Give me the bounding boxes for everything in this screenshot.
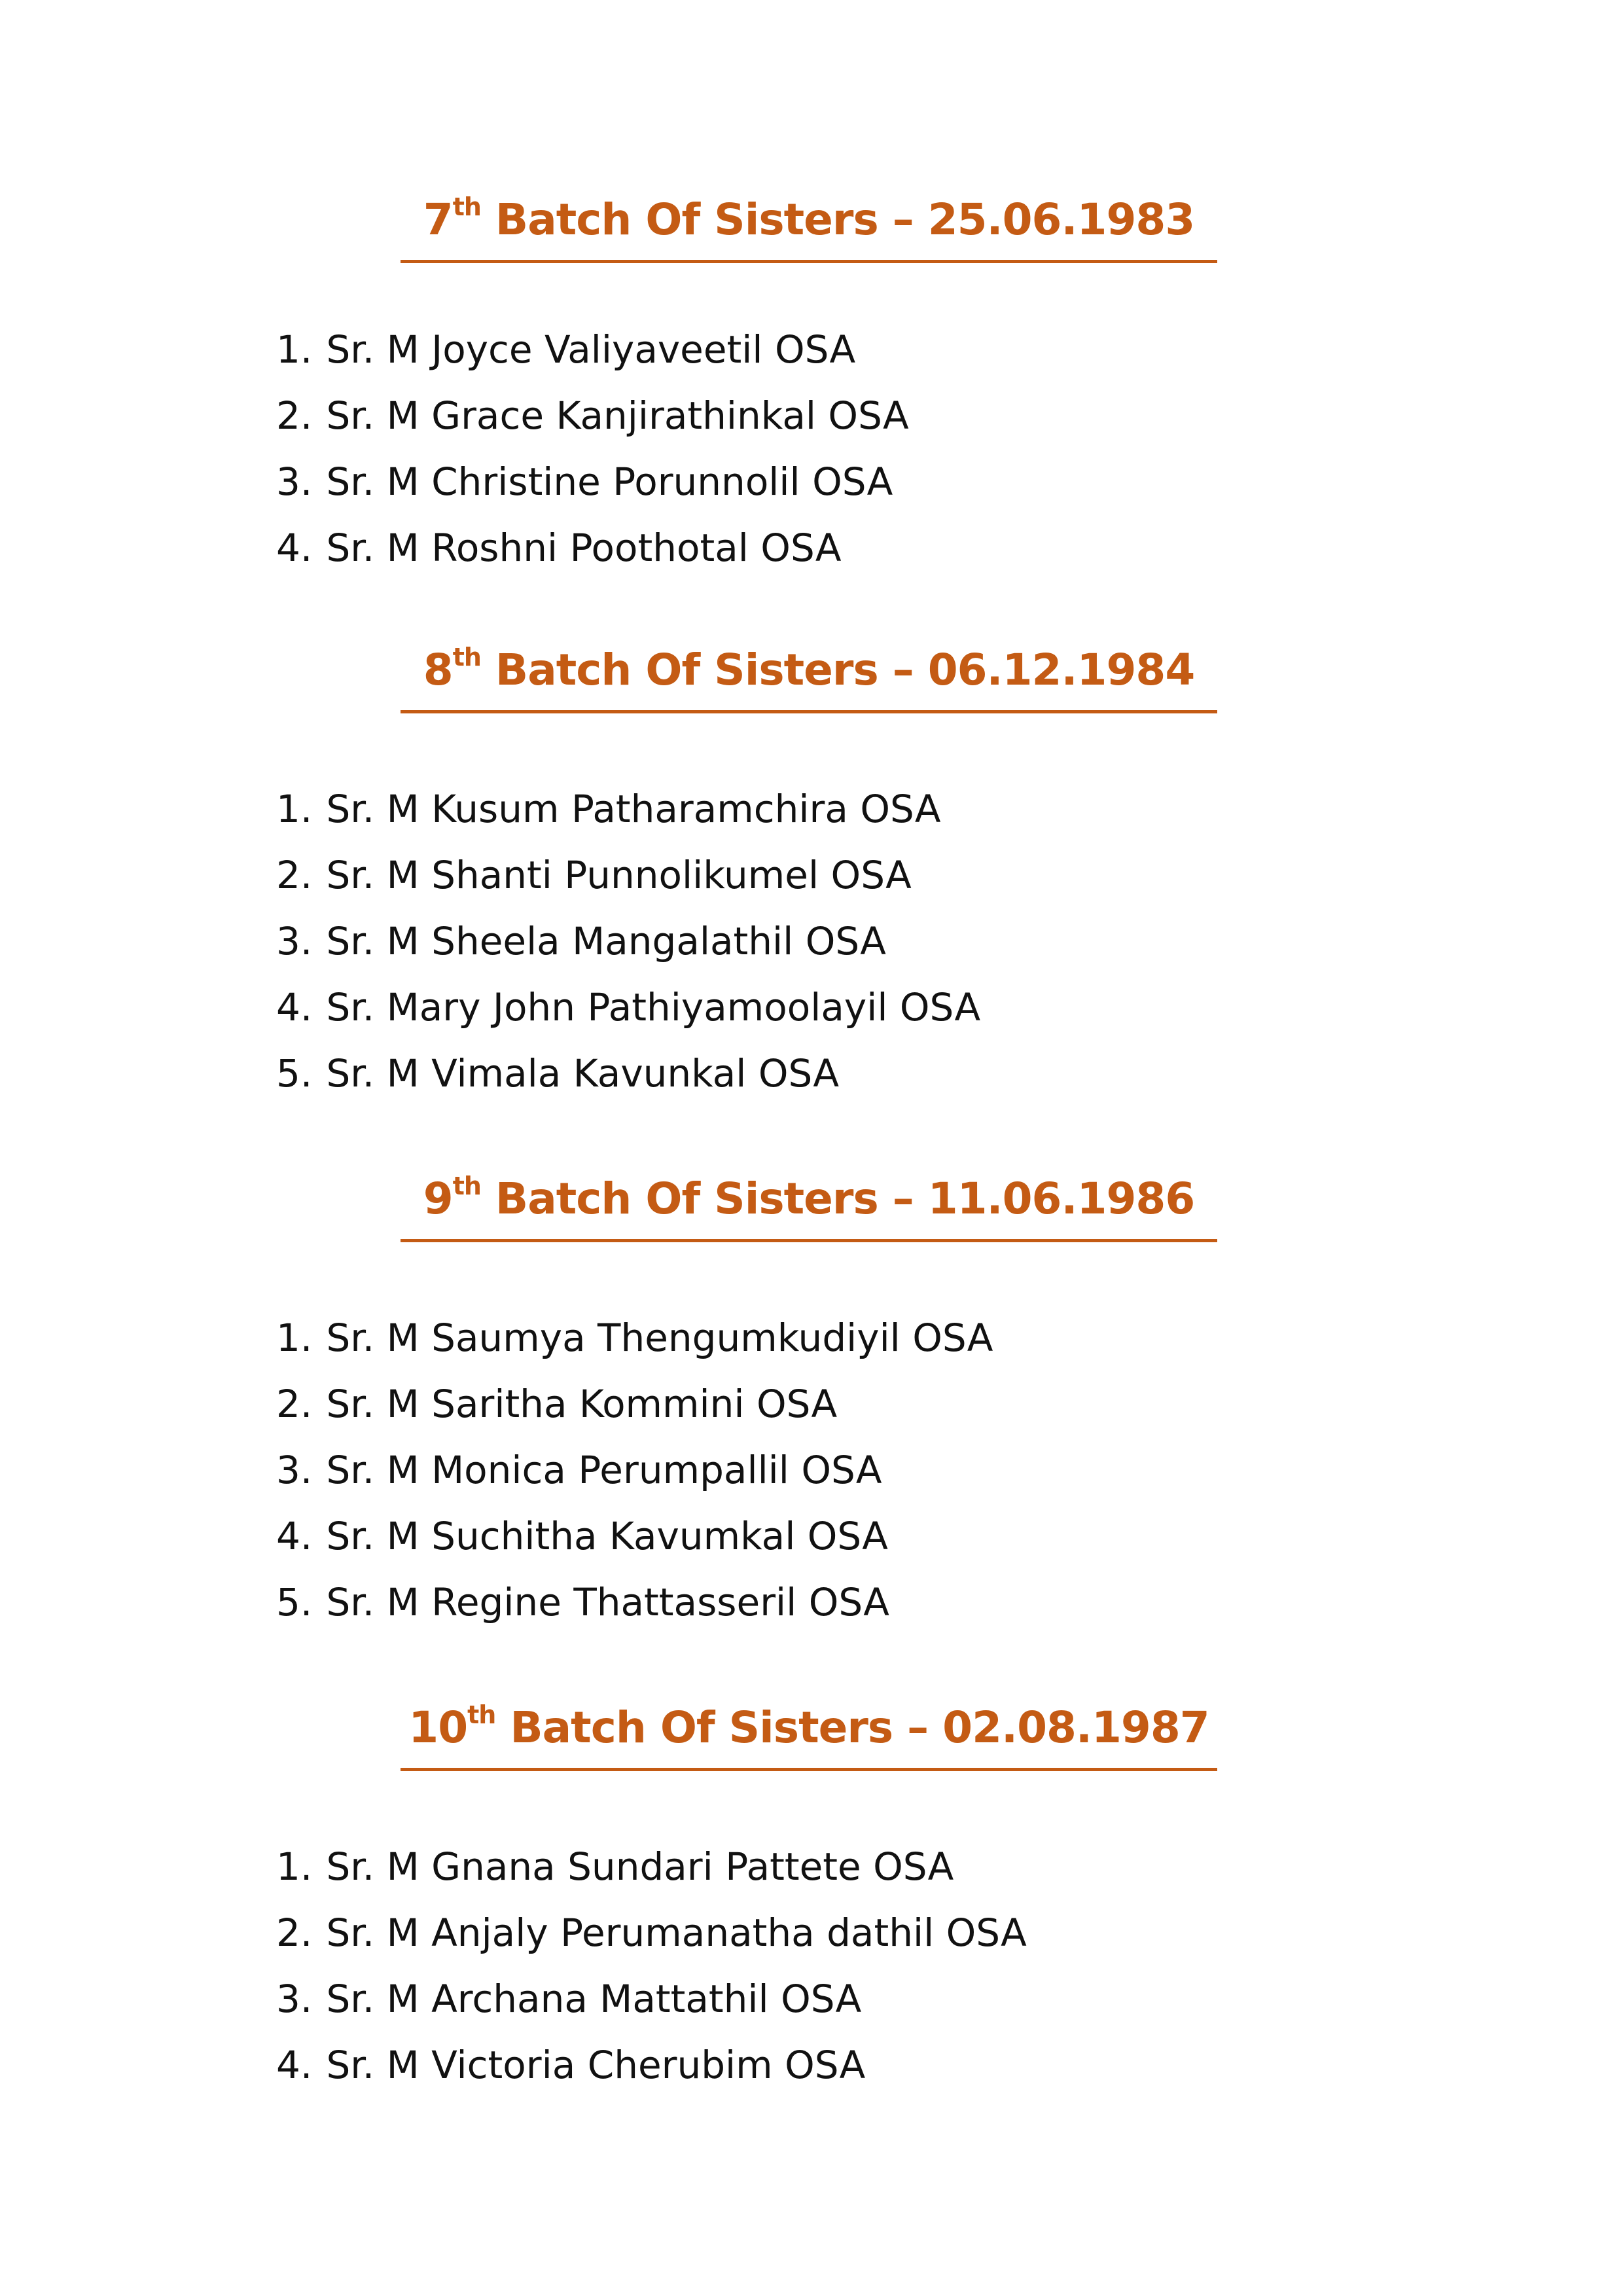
list-item-number: 4. (276, 1514, 313, 1558)
batch-heading (401, 640, 1217, 713)
list-item-number: 1. (276, 1316, 313, 1360)
member-name: Sr. M Saritha Kommini OSA (326, 1382, 838, 1426)
list-item (276, 975, 980, 1041)
list-item (276, 1041, 980, 1107)
member-list (276, 317, 909, 581)
member-name: Sr. M Sheela Mangalathil OSA (326, 919, 886, 963)
batch-title: Batch Of Sisters – 02.08.1987 (510, 1702, 1209, 1753)
list-item-number: 1. (276, 1844, 313, 1889)
list-item-number: 2. (276, 1910, 313, 1955)
member-name: Sr. M Vimala Kavunkal OSA (326, 1051, 840, 1096)
list-item (276, 776, 980, 842)
batch-title: Batch Of Sisters – 11.06.1986 (495, 1174, 1195, 1224)
member-name: Sr. M Gnana Sundari Pattete OSA (326, 1844, 954, 1889)
list-item (276, 317, 909, 383)
member-name: Sr. M Suchitha Kavumkal OSA (326, 1514, 888, 1558)
member-name: Sr. M Roshni Poothotal OSA (326, 526, 842, 570)
member-name: Sr. M Monica Perumpallil OSA (326, 1448, 882, 1492)
list-item-number: 4. (276, 2043, 313, 2087)
member-name: Sr. M Shanti Punnolikumel OSA (326, 853, 912, 897)
list-item-number: 5. (276, 1580, 313, 1624)
ordinal-suffix: th (467, 1700, 496, 1729)
list-item (276, 2032, 1027, 2098)
member-name: Sr. M Grace Kanjirathinkal OSA (326, 393, 909, 438)
ordinal-suffix: th (452, 1172, 481, 1200)
list-item-number: 2. (276, 1382, 313, 1426)
member-list (276, 1834, 1027, 2098)
list-item-number: 4. (276, 526, 313, 570)
member-name: Sr. M Regine Thattasseril OSA (326, 1580, 889, 1624)
member-name: Sr. Mary John Pathiyamoolayil OSA (326, 985, 981, 1030)
list-item (276, 1900, 1027, 1966)
list-item (276, 515, 909, 581)
batch-title: Batch Of Sisters – 25.06.1983 (495, 194, 1195, 245)
list-item (276, 1371, 993, 1437)
list-item (276, 842, 980, 908)
list-item-number: 5. (276, 1051, 313, 1096)
batch-heading (401, 190, 1217, 263)
list-item (276, 1437, 993, 1503)
member-list (276, 1305, 993, 1636)
list-item (276, 908, 980, 975)
list-item-number: 1. (276, 327, 313, 372)
list-item-number: 4. (276, 985, 313, 1030)
batch-number: 10 (408, 1702, 468, 1753)
ordinal-suffix: th (452, 192, 481, 221)
ordinal-suffix: th (452, 643, 481, 672)
member-name: Sr. M Victoria Cherubim OSA (326, 2043, 866, 2087)
batch-number: 7 (423, 194, 453, 245)
list-item (276, 1966, 1027, 2032)
member-list (276, 776, 980, 1107)
list-item-number: 1. (276, 787, 313, 831)
list-item (276, 1834, 1027, 1900)
list-item-number: 3. (276, 459, 313, 504)
batch-heading (401, 1169, 1217, 1242)
batch-heading (401, 1698, 1217, 1771)
member-name: Sr. M Archana Mattathil OSA (326, 1977, 862, 2021)
member-name: Sr. M Anjaly Perumanatha dathil OSA (326, 1910, 1027, 1955)
member-name: Sr. M Joyce Valiyaveetil OSA (326, 327, 856, 372)
list-item (276, 1503, 993, 1570)
batch-title: Batch Of Sisters – 06.12.1984 (495, 645, 1195, 695)
batch-number: 9 (423, 1174, 453, 1224)
list-item-number: 3. (276, 1448, 313, 1492)
list-item (276, 383, 909, 449)
batch-number: 8 (423, 645, 453, 695)
list-item (276, 449, 909, 515)
member-name: Sr. M Saumya Thengumkudiyil OSA (326, 1316, 993, 1360)
list-item (276, 1305, 993, 1371)
list-item-number: 3. (276, 919, 313, 963)
list-item-number: 3. (276, 1977, 313, 2021)
list-item-number: 2. (276, 393, 313, 438)
member-name: Sr. M Kusum Patharamchira OSA (326, 787, 941, 831)
member-name: Sr. M Christine Porunnolil OSA (326, 459, 893, 504)
list-item (276, 1570, 993, 1636)
list-item-number: 2. (276, 853, 313, 897)
